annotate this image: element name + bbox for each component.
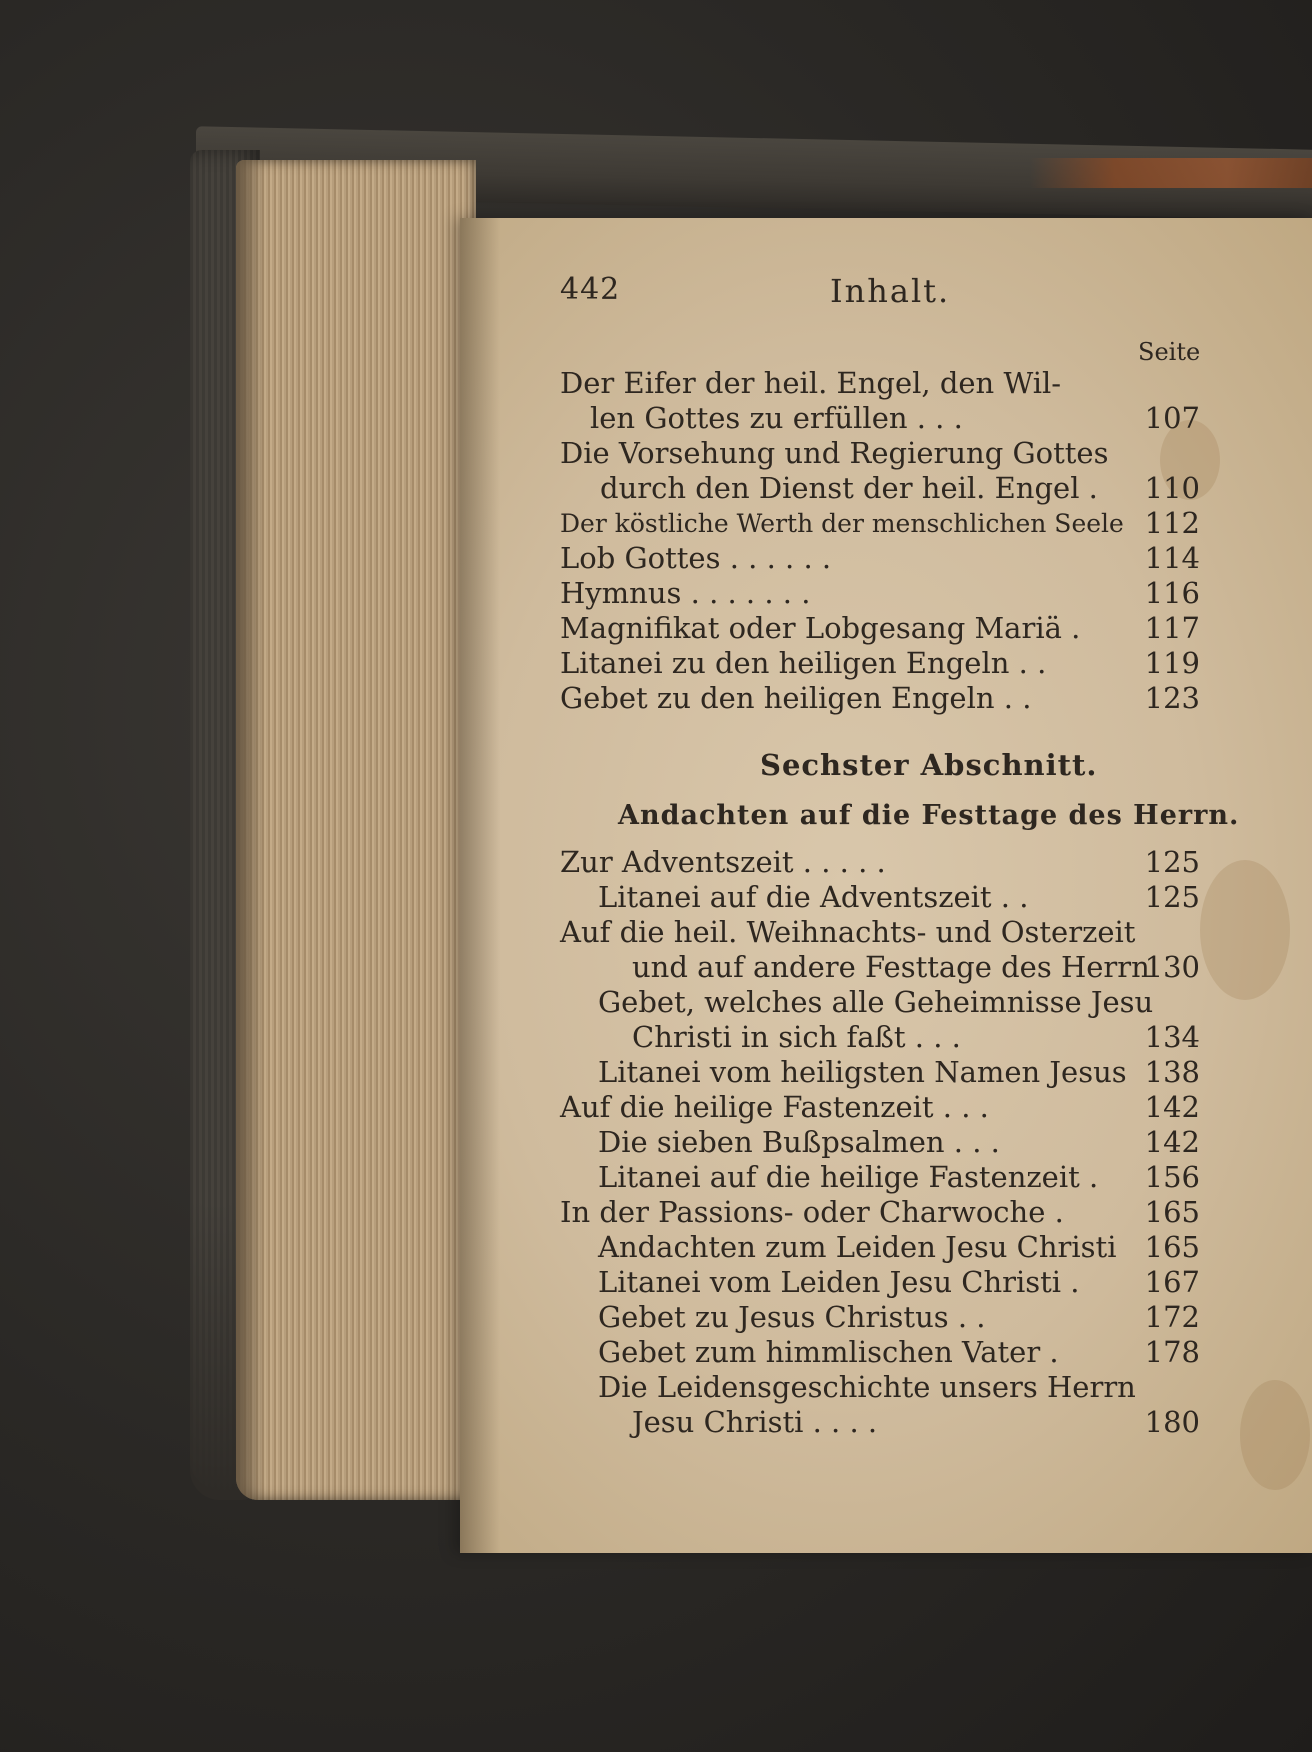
page-edges-shadow — [236, 160, 266, 1500]
page-number: 442 — [560, 272, 621, 307]
toc-entry: Gebet zum himmlischen Vater . — [598, 1335, 1059, 1369]
toc-entry: Litanei vom heiligsten Namen Jesus — [598, 1055, 1127, 1089]
page-gutter-shadow — [460, 218, 500, 1553]
toc-page-number: 130 — [1144, 950, 1200, 984]
toc-entry: Litanei zu den heiligen Engeln . . — [560, 646, 1047, 680]
page-stain — [1240, 1380, 1310, 1490]
toc-entry: Gebet zu den heiligen Engeln . . — [560, 681, 1032, 715]
toc-entry: Der Eifer der heil. Engel, den Wil- — [560, 366, 1062, 400]
toc-entry: Hymnus . . . . . . . — [560, 576, 811, 610]
toc-page-number: 112 — [1144, 506, 1200, 540]
toc-entry: In der Passions- oder Charwoche . — [560, 1195, 1064, 1229]
toc-page-number: 125 — [1144, 880, 1200, 914]
toc-entry: und auf andere Festtage des Herrn — [632, 950, 1150, 984]
toc-page-number: 180 — [1144, 1405, 1200, 1439]
toc-entry: Lob Gottes . . . . . . — [560, 541, 832, 575]
toc-entry: Litanei vom Leiden Jesu Christi . — [598, 1265, 1080, 1299]
toc-page-number: 172 — [1144, 1300, 1200, 1334]
toc-entry: Zur Adventszeit . . . . . — [560, 845, 886, 879]
toc-entry: Gebet, welches alle Geheimnisse Jesu — [598, 985, 1154, 1019]
toc-entry: durch den Dienst der heil. Engel . — [600, 471, 1098, 505]
toc-page-number: 142 — [1144, 1125, 1200, 1159]
column-label: Seite — [1138, 338, 1201, 366]
toc-page-number: 117 — [1144, 611, 1200, 645]
toc-page-number: 167 — [1144, 1265, 1200, 1299]
toc-entry: Auf die heilige Fastenzeit . . . — [560, 1090, 989, 1124]
toc-entry: len Gottes zu erfüllen . . . — [590, 401, 963, 435]
toc-entry: Gebet zu Jesus Christus . . — [598, 1300, 986, 1334]
toc-page-number: 119 — [1144, 646, 1200, 680]
toc-page-number: 138 — [1144, 1055, 1200, 1089]
section-title: Sechster Abschnitt. — [760, 748, 1098, 782]
cover-wear-patch — [1030, 158, 1312, 188]
toc-entry: Jesu Christi . . . . — [632, 1405, 878, 1439]
toc-page-number: 110 — [1144, 471, 1200, 505]
toc-entry: Litanei auf die Adventszeit . . — [598, 880, 1029, 914]
running-header: Inhalt. — [830, 272, 951, 310]
toc-entry: Andachten zum Leiden Jesu Christi — [598, 1230, 1117, 1264]
toc-page-number: 142 — [1144, 1090, 1200, 1124]
toc-page-number: 114 — [1144, 541, 1200, 575]
section-subtitle: Andachten auf die Festtage des Herrn. — [618, 800, 1240, 831]
toc-page-number: 125 — [1144, 845, 1200, 879]
toc-entry: Die Leidensgeschichte unsers Herrn — [598, 1370, 1136, 1404]
toc-page-number: 123 — [1144, 681, 1200, 715]
toc-page-number: 107 — [1144, 401, 1200, 435]
toc-page-number: 134 — [1144, 1020, 1200, 1054]
toc-entry: Litanei auf die heilige Fastenzeit . — [598, 1160, 1099, 1194]
toc-entry: Magnifikat oder Lobgesang Mariä . — [560, 611, 1081, 645]
toc-page-number: 156 — [1144, 1160, 1200, 1194]
toc-page-number: 116 — [1144, 576, 1200, 610]
toc-entry: Die sieben Bußpsalmen . . . — [598, 1125, 1000, 1159]
toc-page-number: 178 — [1144, 1335, 1200, 1369]
toc-entry: Auf die heil. Weihnachts- und Osterzeit — [560, 915, 1136, 949]
page-edges — [236, 160, 476, 1500]
toc-entry: Christi in sich faßt . . . — [632, 1020, 961, 1054]
toc-entry: Der köstliche Werth der menschlichen Seele — [560, 509, 1124, 538]
toc-page-number: 165 — [1144, 1195, 1200, 1229]
page-stain — [1200, 860, 1290, 1000]
toc-page-number: 165 — [1144, 1230, 1200, 1264]
toc-entry: Die Vorsehung und Regierung Gottes — [560, 436, 1109, 470]
